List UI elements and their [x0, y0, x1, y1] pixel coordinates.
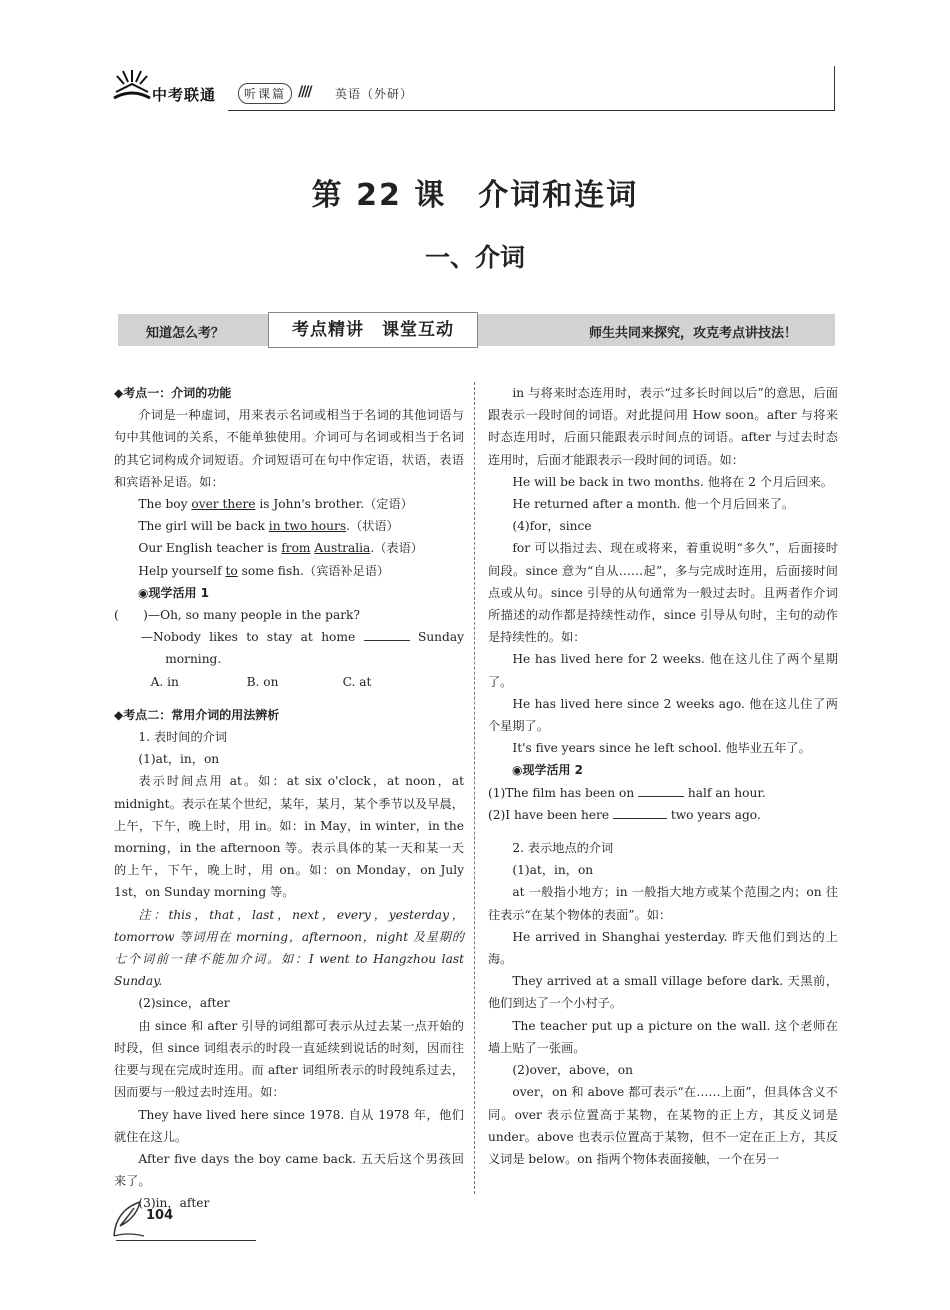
option-c[interactable]: C. at: [342, 674, 372, 689]
page-number: 104: [146, 1208, 174, 1223]
banner-middle: 考点精讲 课堂互动: [268, 312, 478, 348]
exercise-question: ( )—Oh, so many people in the park?: [114, 608, 360, 623]
page-footer: [110, 1196, 180, 1242]
example-sentence: He will be back in two months. 他将在 2 个月后回来。: [512, 474, 833, 489]
page-header: [110, 62, 835, 114]
exercise-question: (2)I have been here two years ago.: [488, 807, 761, 822]
left-column: [114, 382, 464, 1215]
paragraph: for 可以指过去、现在或将来，着重说明“多久”，后面接时间段。since 意为“自从……起”，多与完成时连用，后面接时间点或从句。since 引导的从句通常为一般过去时。且两者作介词所描述的动作都是持续性动作，since 引导从句时，主句的动作是持续性的。如：: [488, 541, 838, 645]
example-sentence: It's five years since he left school. 他毕业五年了。: [512, 741, 811, 756]
point-1-heading: ◆考点一：介词的功能: [114, 386, 232, 400]
point-2-heading: ◆考点二：常用介词的用法辨析: [114, 707, 280, 722]
sub-heading: (4)for，since: [512, 519, 592, 534]
sub-heading: (2)over，above，on: [512, 1063, 633, 1078]
example-sentence: He arrived in Shanghai yesterday. 昨天他们到达的上海。: [488, 929, 838, 967]
option-b[interactable]: B. on: [246, 674, 279, 689]
paragraph: 表示时间点用 at。如：at six o'clock，at noon，at midnight。表示在某个世纪，某年，某月，某个季节以及早晨，上午，下午，晚上时，用 in。如：in May，in winter，in the morning，in the afternoon 等。表示具体的某一天和某一天的上午，下午，晚上时，用 on。如：on Monday，on July 1st，on Sunday morning 等。: [114, 774, 464, 900]
sub-heading: (2)since，after: [138, 996, 230, 1011]
right-column: [488, 382, 838, 1170]
exercise-heading: ◉现学活用 1: [138, 585, 209, 600]
answer-blank[interactable]: [613, 808, 667, 819]
leaf-ornament-icon: [110, 1196, 150, 1240]
example-sentence: The boy over there is John's brother.（定语）: [138, 497, 413, 512]
sub-heading: (1)at，in，on: [138, 752, 220, 767]
sun-logo-icon: [110, 62, 154, 106]
answer-blank[interactable]: [638, 786, 684, 797]
exercise-heading: ◉现学活用 2: [512, 763, 583, 778]
section-banner: [118, 314, 835, 346]
sub-heading: 1. 表时间的介词: [138, 730, 228, 745]
example-sentence: They have lived here since 1978. 自从 1978 年，他们就住在这儿。: [114, 1107, 464, 1144]
header-vline: [834, 66, 835, 110]
paragraph: 介词是一种虚词，用来表示名词或相当于名词的其他词语与句中其他词的关系，不能单独使用。介词可与名词或相当于名词的其它词构成介词短语。介词短语可在句中作定语，状语，表语和宾语补足语。如：: [114, 408, 464, 489]
exercise-question-line: —Nobody likes to stay at home Sunday: [140, 630, 464, 645]
banner-left: 知道怎么考？: [146, 326, 225, 341]
example-sentence: He has lived here for 2 weeks. 他在这儿住了两个星期了。: [488, 652, 838, 689]
lesson-title: 第 22 课 介词和连词: [311, 178, 639, 213]
sub-heading: (1)at，in，on: [512, 863, 594, 878]
note-paragraph: 注：this，that，last，next，every，yesterday，tomorrow 等词用在 morning，afternoon，night 及星期的七个词前一律不能加介词。如：I went to Hangzhou last Sunday.: [114, 907, 464, 989]
option-a[interactable]: A. in: [150, 674, 179, 689]
paragraph: 由 since 和 after 引导的词组都可表示从过去某一点开始的时段，但 since 词组表示的时段一直延续到说话的时刻，因而往往要与现在完成时连用。而 after 词组所表示的时段纯系过去，因而要与一般过去时连用。如：: [114, 1018, 464, 1100]
paragraph: in 与将来时态连用时，表示“过多长时间以后”的意思，后面跟表示一段时间的词语。对此提问用 How soon。after 与将来时态连用时，后面只能跟表示时间点的词语。after 与过去时态连用时，后面才能跟表示一段时间的词语。如：: [488, 386, 838, 467]
exercise-question: (1)The film has been on half an hour.: [488, 785, 766, 800]
section-pill: 听课篇: [238, 83, 292, 104]
exercise-options: [114, 671, 464, 693]
answer-blank[interactable]: [364, 630, 410, 641]
brand-name: 中考联通: [152, 86, 217, 104]
exercise-question-line: morning.: [165, 652, 222, 667]
paragraph: over，on 和 above 都可表示“在……上面”，但具体含义不同。over 表示位置高于某物，在某物的正上方，其反义词是 under。above 也表示位置高于某物，但不一定在正上方，其反义词是 below。on 指两个物体表面接触，一个在另一: [488, 1085, 838, 1166]
footer-rule: [116, 1240, 256, 1241]
sub-heading: 2. 表示地点的介词: [512, 841, 614, 856]
example-sentence: Our English teacher is from Australia.（表语）: [138, 541, 423, 556]
subject-label: 英语（外研）: [335, 87, 414, 101]
sub-heading: (3)in，after: [138, 1196, 210, 1211]
banner-right: 师生共同来探究，攻克考点讲技法！: [588, 326, 797, 341]
example-sentence: He returned after a month. 他一个月后回来了。: [512, 497, 795, 512]
header-slashes: ////: [298, 84, 311, 100]
example-sentence: He has lived here since 2 weeks ago. 他在这儿住了两个星期了。: [488, 696, 838, 734]
example-sentence: Help yourself to some fish.（宾语补足语）: [138, 563, 390, 578]
column-divider: [474, 382, 475, 1194]
example-sentence: The teacher put up a picture on the wall. 这个老师在墙上贴了一张画。: [488, 1018, 838, 1055]
header-rule: [228, 110, 835, 111]
paragraph: at 一般指小地方；in 一般指大地方或某个范围之内；on 往往表示“在某个物体的表面”。如：: [488, 885, 838, 922]
example-sentence: The girl will be back in two hours.（状语）: [138, 519, 399, 534]
example-sentence: They arrived at a small village before dark. 天黑前，他们到达了一个小村子。: [488, 974, 838, 1011]
example-sentence: After five days the boy came back. 五天后这个男孩回来了。: [114, 1151, 464, 1189]
section-subtitle: 一、介词: [424, 243, 525, 272]
